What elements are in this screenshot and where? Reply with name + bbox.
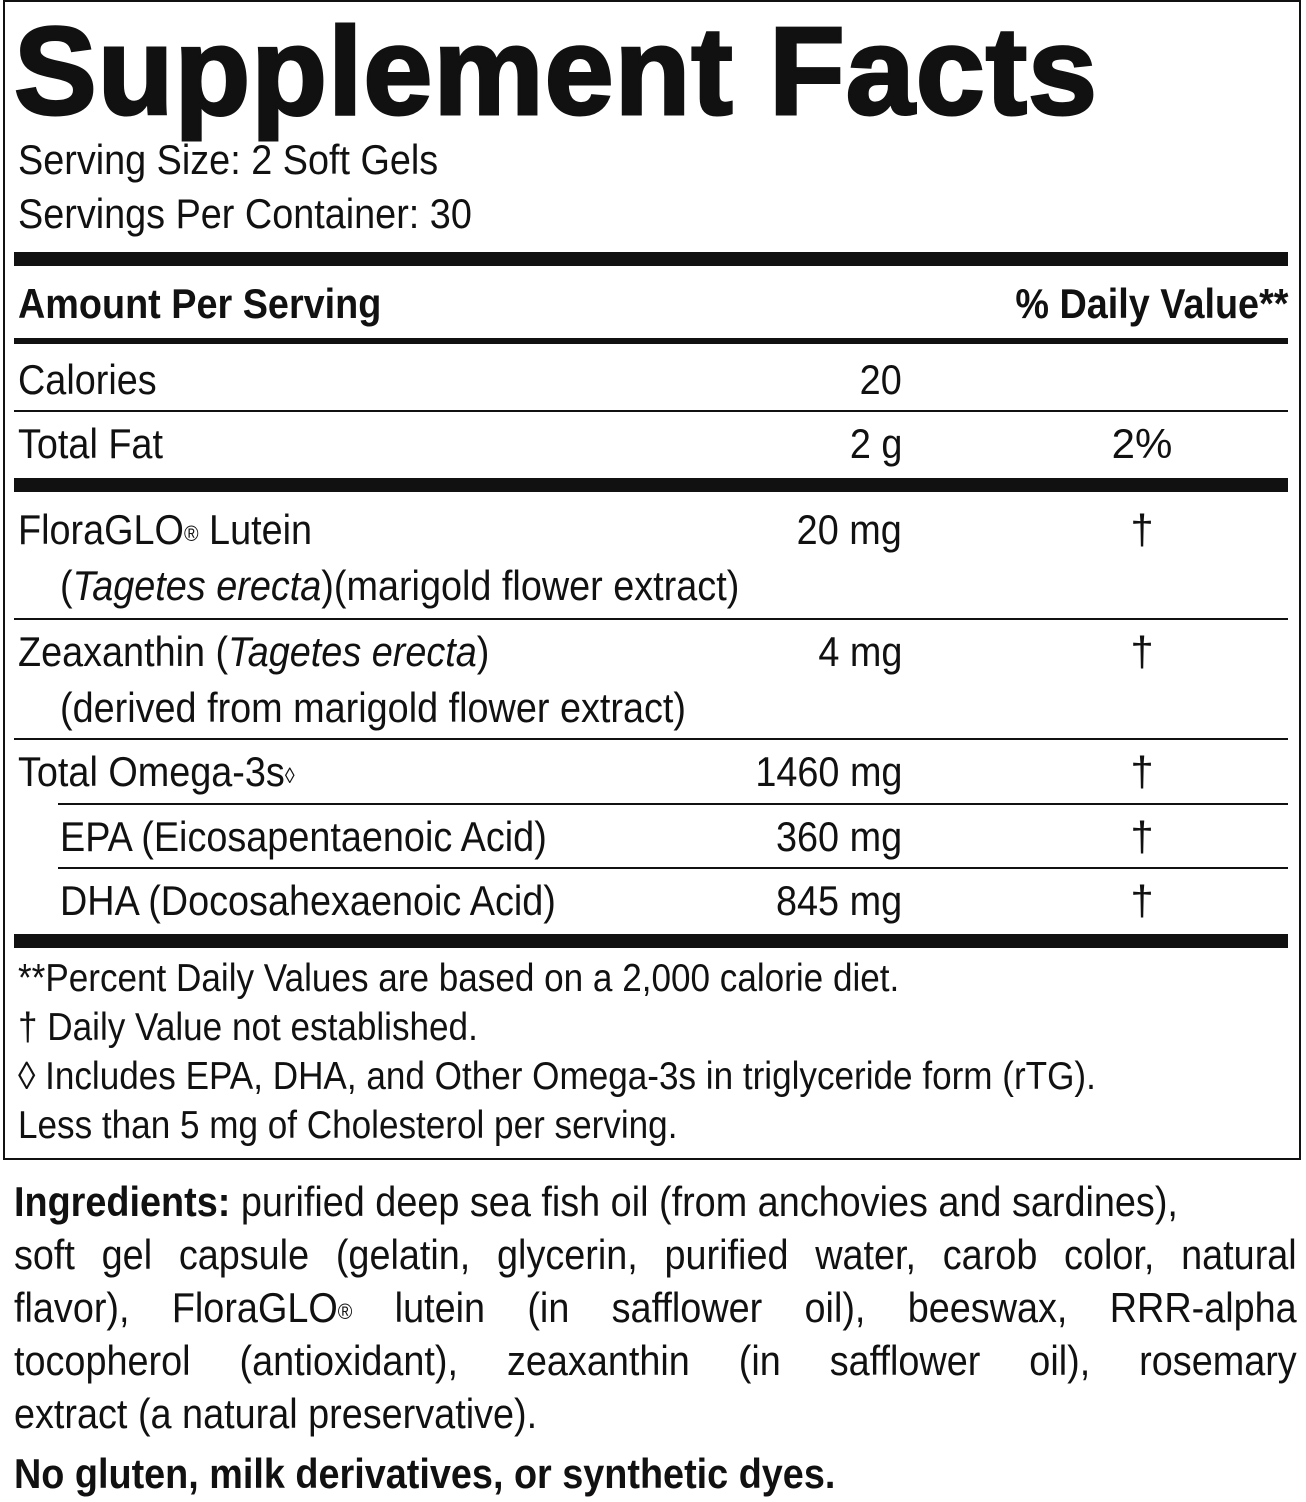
row-divider [14, 410, 1288, 412]
diamond-mark: ◊ [284, 763, 295, 788]
ingredients-line: flavor), FloraGLO® lutein (in safflower oil), beeswax, RRR-alpha [14, 1284, 1297, 1331]
daily-value-header: % Daily Value** [1014, 280, 1288, 327]
ingredients-label: Ingredients: [14, 1178, 231, 1225]
lutein-dv: † [1130, 506, 1154, 553]
medium-divider [14, 338, 1288, 344]
panel-title: Supplement Facts [14, 3, 1098, 141]
zeaxanthin-label: Zeaxanthin (Tagetes erecta) [18, 628, 490, 675]
footnote-cholesterol: Less than 5 mg of Cholesterol per serving. [18, 1104, 678, 1147]
row-divider [14, 618, 1288, 620]
total-fat-label: Total Fat [18, 420, 163, 467]
ingredients-line: extract (a natural preservative). [14, 1390, 538, 1437]
amount-per-serving-header: Amount Per Serving [18, 280, 382, 327]
lutein-label: FloraGLO® Lutein [18, 506, 313, 553]
zeaxanthin-amount: 4 mg [817, 628, 902, 675]
ingredients-line: Ingredients: purified deep sea fish oil (from anchovies and sardines), [14, 1178, 1178, 1225]
footnote-dagger: † Daily Value not established. [18, 1006, 478, 1049]
free-from-statement: No gluten, milk derivatives, or synthetic dyes. [14, 1450, 836, 1497]
ingredients-block [14, 1175, 1298, 1440]
calories-label: Calories [18, 356, 157, 403]
footnote-daily-values: **Percent Daily Values are based on a 2,000 calorie diet. [18, 957, 900, 1000]
row-divider [58, 867, 1288, 869]
row-divider [58, 803, 1288, 805]
omega3-amount: 1460 mg [754, 748, 902, 795]
lutein-amount: 20 mg [796, 506, 902, 553]
dha-amount: 845 mg [775, 877, 902, 924]
epa-amount: 360 mg [775, 813, 902, 860]
epa-dv: † [1130, 813, 1154, 860]
servings-per-container: Servings Per Container: 30 [18, 190, 472, 237]
row-divider [14, 738, 1288, 740]
omega3-dv: † [1130, 748, 1154, 795]
thick-divider [14, 252, 1288, 266]
dha-dv: † [1130, 877, 1154, 924]
epa-label: EPA (Eicosapentaenoic Acid) [60, 813, 547, 860]
ingredients-line: soft gel capsule (gelatin, glycerin, purified water, carob color, natural [14, 1231, 1297, 1278]
registered-mark: ® [183, 521, 199, 546]
lutein-source: (Tagetes erecta)(marigold flower extract) [60, 562, 740, 609]
thick-divider [14, 934, 1288, 948]
zeaxanthin-source: (derived from marigold flower extract) [60, 684, 686, 731]
omega3-label: Total Omega-3s◊ [18, 748, 295, 795]
zeaxanthin-dv: † [1130, 628, 1154, 675]
calories-amount: 20 [859, 356, 902, 403]
serving-size: Serving Size: 2 Soft Gels [18, 136, 439, 183]
ingredients-line: tocopherol (antioxidant), zeaxanthin (in safflower oil), rosemary [14, 1337, 1297, 1384]
dha-label: DHA (Docosahexaenoic Acid) [60, 877, 556, 924]
total-fat-dv: 2% [1111, 420, 1173, 467]
footnote-diamond: ◊ Includes EPA, DHA, and Other Omega-3s in triglyceride form (rTG). [18, 1055, 1096, 1098]
thick-divider [14, 478, 1288, 492]
total-fat-amount: 2 g [849, 420, 902, 467]
